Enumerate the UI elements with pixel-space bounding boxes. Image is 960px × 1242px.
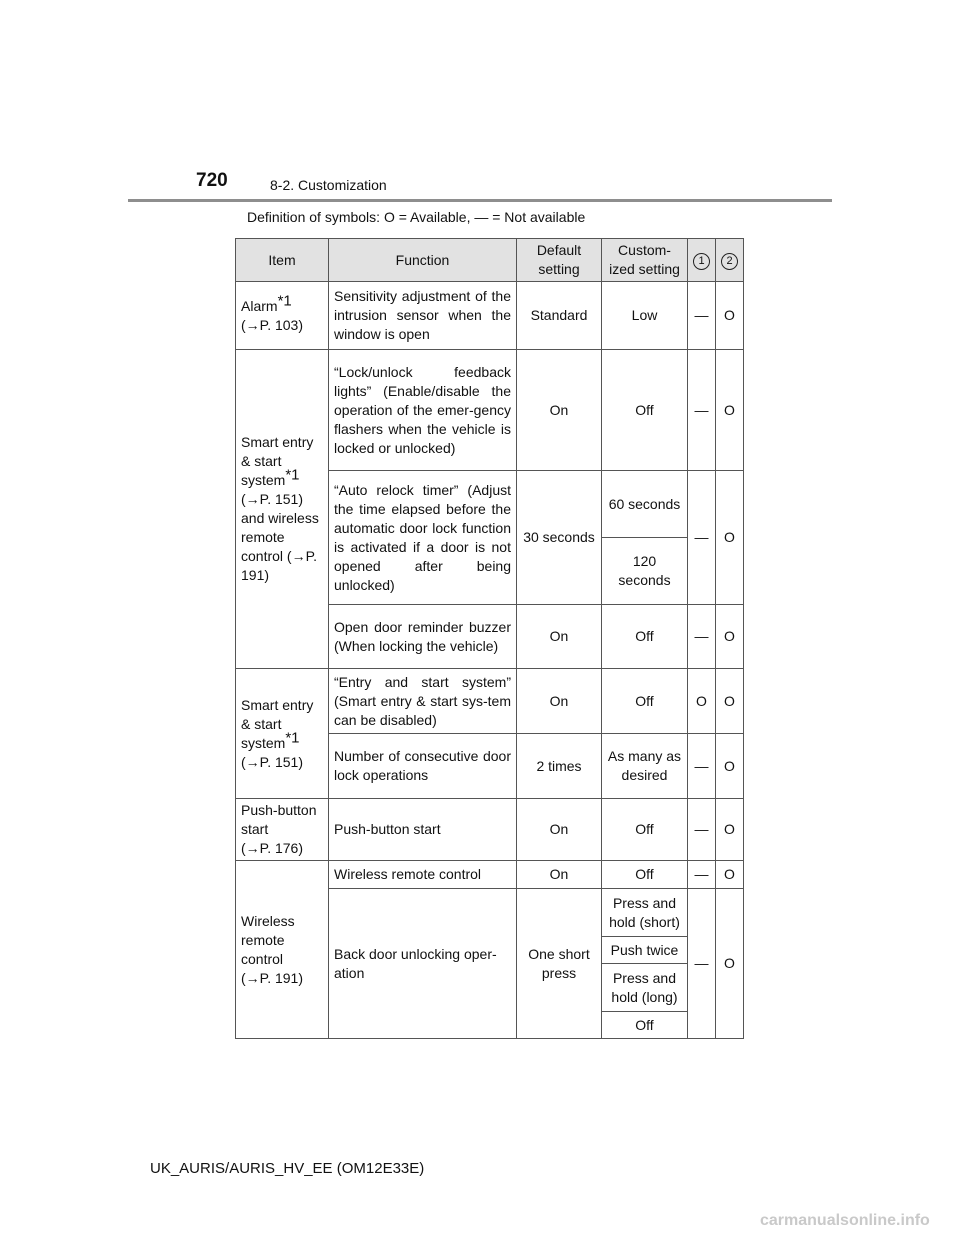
footnote-mark: *1 [285, 466, 300, 484]
c1-cell: — [688, 282, 716, 350]
item-ref: (→P. 103) [241, 316, 303, 333]
default-cell: One short press [517, 889, 602, 1039]
table-row [236, 799, 744, 861]
item-cell [236, 669, 329, 799]
c2-cell: O [716, 471, 744, 605]
c2-cell: O [716, 889, 744, 1039]
function-cell: “Lock/unlock feedback lights” (Enable/disable the operation of the emer-gency flashers when the vehicle is locked or unlocked) [329, 350, 517, 471]
custom-cell: Off [602, 669, 688, 734]
footer-model: UK_AURIS/AURIS_HV_EE (OM12E33E) [150, 1160, 425, 1177]
c1-cell: — [688, 350, 716, 471]
item-name: Smart entry & start system [241, 434, 314, 488]
item-name: Smart entry & start system [241, 696, 314, 751]
default-cell: On [517, 669, 602, 734]
item-name: Wireless remote control [241, 912, 295, 967]
function-cell: “Entry and start system” (Smart entry & start sys-tem can be disabled) [329, 669, 517, 734]
c1-cell: — [688, 889, 716, 1039]
col-1 [688, 239, 716, 282]
item-ref: (→P. 191) [241, 969, 303, 986]
item-cell [236, 350, 329, 669]
custom-cell: Low [602, 282, 688, 350]
c1-cell: O [688, 669, 716, 734]
function-cell: Number of consecutive door lock operations [329, 734, 517, 799]
footnote-mark: *1 [277, 291, 292, 309]
c1-cell: — [688, 861, 716, 889]
custom-cell: Off [602, 861, 688, 889]
footnote-mark: *1 [285, 728, 300, 746]
function-cell: Wireless remote control [329, 861, 517, 889]
header-rule [128, 199, 832, 202]
item-name: Push-button start [241, 802, 317, 837]
item-ref: (→P. 151) and wireless remote control (→P. 191) [241, 491, 319, 583]
c2-cell: O [716, 861, 744, 889]
item-ref: (→P. 151) [241, 753, 303, 770]
section-title: 8-2. Customization [270, 177, 387, 193]
table-row [236, 861, 744, 889]
default-cell: 30 seconds [517, 471, 602, 605]
custom-cell: Off [602, 799, 688, 861]
custom-cell: Off [602, 1012, 688, 1039]
default-cell: On [517, 350, 602, 471]
c2-cell: O [716, 734, 744, 799]
table-row [236, 669, 744, 734]
default-cell: On [517, 799, 602, 861]
c2-cell: O [716, 350, 744, 471]
col-custom: Custom-ized setting [602, 239, 688, 282]
function-cell: Open door reminder buzzer (When locking the vehicle) [329, 605, 517, 669]
c2-cell: O [716, 282, 744, 350]
table-row [236, 282, 744, 350]
custom-cell: Off [602, 605, 688, 669]
item-cell [236, 799, 329, 861]
default-cell: On [517, 861, 602, 889]
function-cell: Back door unlocking oper-ation [329, 889, 517, 1039]
symbol-definition: Definition of symbols: O = Available, — = Not available [247, 209, 586, 225]
c2-cell: O [716, 669, 744, 734]
col-2 [716, 239, 744, 282]
item-name: Alarm [241, 297, 278, 314]
custom-cell: As many as desired [602, 734, 688, 799]
default-cell: Standard [517, 282, 602, 350]
circled-2: 2 [721, 253, 738, 270]
col-default: Default setting [517, 239, 602, 282]
c1-cell: — [688, 734, 716, 799]
c1-cell: — [688, 799, 716, 861]
c1-cell: — [688, 471, 716, 605]
default-cell: 2 times [517, 734, 602, 799]
custom-cell: Press and hold (short) [602, 889, 688, 937]
custom-cell: 120 seconds [602, 538, 688, 605]
custom-cell: Push twice [602, 937, 688, 964]
custom-cell: Off [602, 350, 688, 471]
customization-table [235, 238, 744, 1039]
item-cell [236, 861, 329, 1039]
function-cell: Sensitivity adjustment of the intrusion sensor when the window is open [329, 282, 517, 350]
page-number: 720 [196, 170, 228, 191]
default-cell: On [517, 605, 602, 669]
custom-cell: 60 seconds [602, 471, 688, 538]
item-ref: (→P. 176) [241, 840, 303, 856]
col-item: Item [236, 239, 329, 282]
c2-cell: O [716, 799, 744, 861]
table-header-row [236, 239, 744, 282]
c2-cell: O [716, 605, 744, 669]
watermark: carmanualsonline.info [760, 1212, 930, 1229]
custom-cell: Press and hold (long) [602, 964, 688, 1012]
table-row [236, 350, 744, 471]
item-cell [236, 282, 329, 350]
col-function: Function [329, 239, 517, 282]
circled-1: 1 [693, 253, 710, 270]
function-cell: “Auto relock timer” (Adjust the time elapsed before the automatic door lock function is activated if a door is not opened after being unlocked) [329, 471, 517, 605]
function-cell: Push-button start [329, 799, 517, 861]
c1-cell: — [688, 605, 716, 669]
